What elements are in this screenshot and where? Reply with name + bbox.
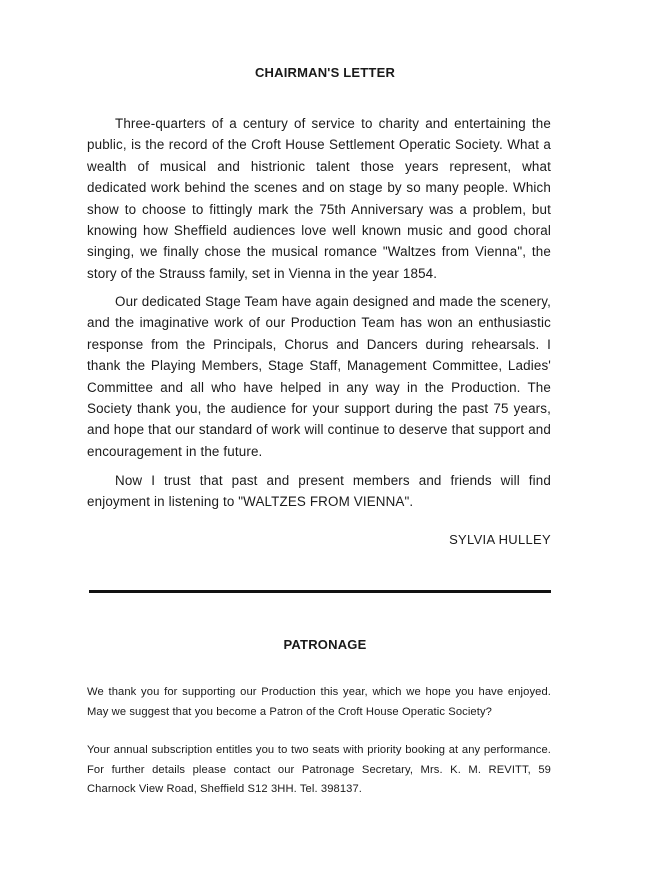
letter-paragraph-2: Our dedicated Stage Team have again designed and made the scenery, and the imaginative work of our Production Team has won an enthusiastic response from the Principals, Chorus and Dancers during rehearsals. I thank the Playing Members, Stage Staff, Management Committee, Ladies' Committee and all who have helped in any way in the Production. The Society thank you, the audience for your support during the past 75 years, and hope that our standard of work will continue to deserve that support and encouragement in the future. <box>87 294 551 459</box>
signature: SYLVIA HULLEY <box>449 532 551 547</box>
chairmans-letter-heading: CHAIRMAN'S LETTER <box>254 65 396 80</box>
letter-paragraph-3: Now I trust that past and present members and friends will find enjoyment in listening to "WALTZES FROM VIENNA". <box>87 473 551 510</box>
letter-paragraph-1: Three-quarters of a century of service to charity and entertaining the public, is the record of the Croft House Settlement Operatic Society. What a wealth of musical and histrionic talent those years represent, what dedicated work behind the scenes and on stage by so many people. Which show to choose to fittingly mark the 75th Anniversary was a problem, but knowing how Sheffield audiences love well known music and good choral singing, we finally chose the musical romance "Waltzes from Vienna", the story of the Strauss family, set in Vienna in the year 1854. <box>87 116 551 281</box>
patronage-paragraph-1: We thank you for supporting our Production this year, which we hope you have enjoyed. May we suggest that you become a Patron of the Croft House Operatic Society? <box>87 686 551 718</box>
patronage-paragraph-2: Your annual subscription entitles you to two seats with priority booking at any performance. For further details please contact our Patronage Secretary, Mrs. K. M. REVITT, 59 Charnock View Road, Sheffield S12 3HH. Tel. 398137. <box>87 744 551 796</box>
patronage-heading: PATRONAGE <box>283 637 367 652</box>
section-divider <box>89 590 551 593</box>
